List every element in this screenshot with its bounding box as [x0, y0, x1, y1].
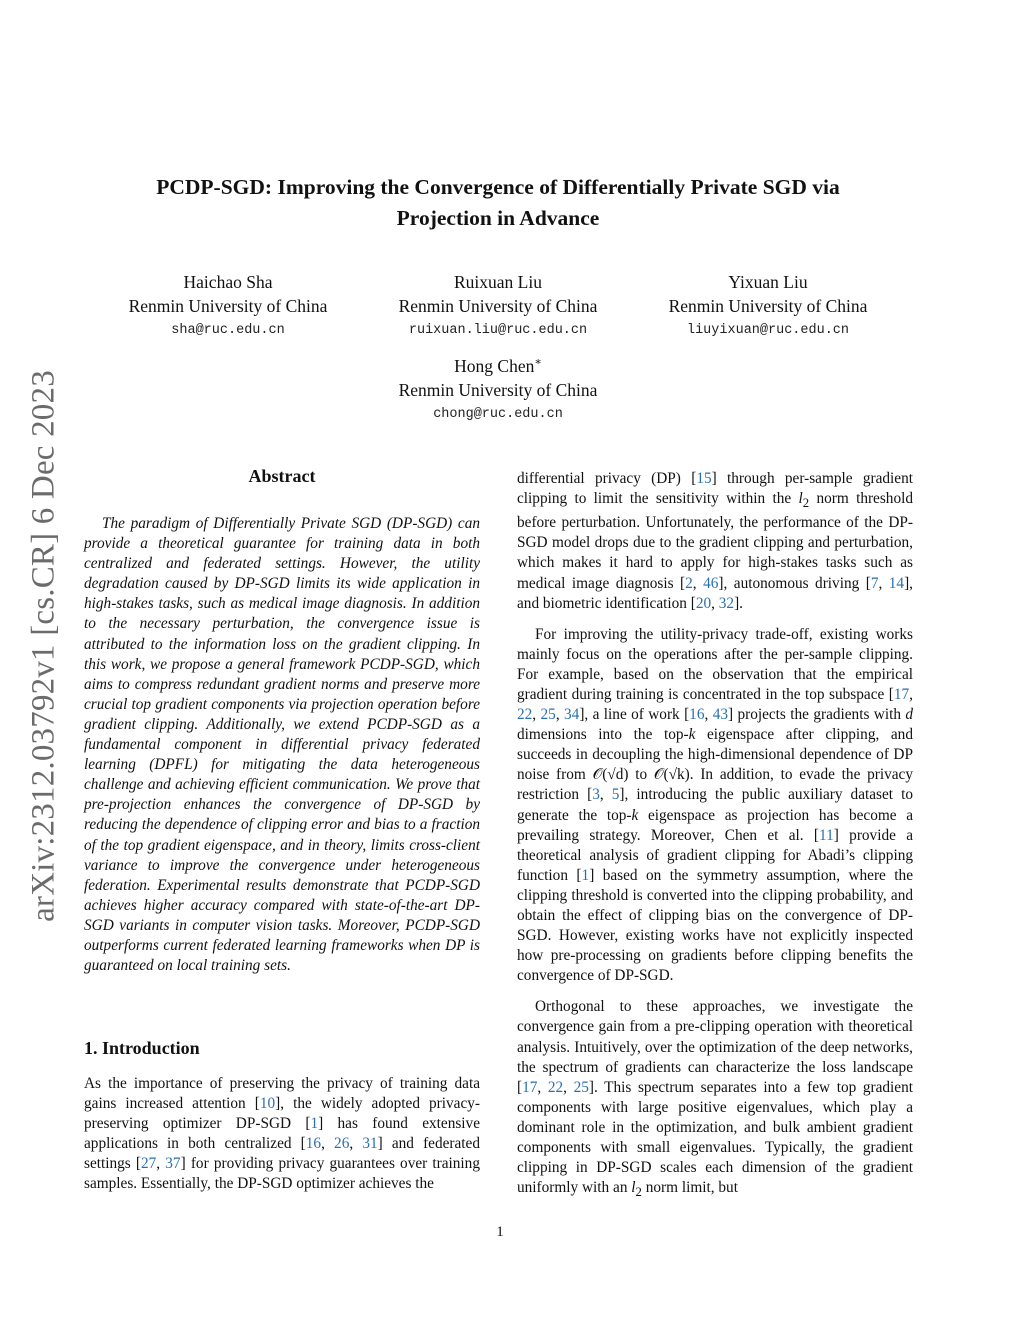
author-affiliation: Renmin University of China [668, 296, 868, 316]
citation-link[interactable]: 22 [547, 1078, 564, 1096]
author-name: Yixuan Liu [728, 272, 808, 292]
section-heading-introduction: 1. Introduction [84, 1038, 200, 1058]
intro-right-column [517, 469, 913, 1202]
intro-paragraph-2: differential privacy (DP) [15] through per-sample gradient clipping to limit the sensitivity within the $l_2$ norm threshold before perturbation. Unfortunately, the performance of the DP-SGD model drops due to the gradient clipping and perturbation, which makes it hard to apply for high-stakes tasks such as medical image diagnosis [2, 46], autonomous driving [7, 14], and biometric identification [20, 32]. [517, 470, 913, 612]
citation-link[interactable]: 2 [685, 574, 693, 592]
citation-link[interactable]: 16 [305, 1135, 322, 1153]
abstract-text: The paradigm of Differentially Private SGD (DP-SGD) can provide a theoretical guarantee for training data in both centralized and federated settings. However, the utility degradation caused by DP-SGD limits its wide application in high-stakes tasks, such as medical image diagnosis. In addition to the necessary perturbation, the convergence issue is attributed to the information loss on the gradient clipping. In this work, we propose a general framework PCDP-SGD, which aims to compress redundant gradient norms and preserve more crucial top gradient components via projection operation before gradient clipping. Additionally, we extend PCDP-SGD as a fundamental component in differential privacy federated learning (DPFL) for mitigating the data heterogeneous challenge and achieving efficient communication. We prove that pre-projection enhances the convergence of DP-SGD by reducing the dependence of clipping error and bias to a fraction of the top gradient eigenspace, and in theory, limits cross-client variance to improve the convergence under heterogeneous federation. Experimental results demonstrate that PCDP-SGD achieves higher accuracy compared with state-of-the-art DP-SGD variants in computer vision tasks. Moreover, PCDP-SGD outperforms current federated learning frameworks when DP is guaranteed on local training sets. [84, 515, 480, 975]
author-affiliation: Renmin University of China [398, 296, 598, 316]
author-email: chong@ruc.edu.cn [433, 406, 563, 422]
citation-link[interactable]: 17 [893, 685, 910, 703]
arxiv-identifier: arXiv:2312.03792v1 [cs.CR] 6 Dec 2023 [25, 370, 62, 922]
title-line-2: Projection in Advance [396, 206, 600, 230]
citation-link[interactable]: 31 [362, 1135, 378, 1153]
author-block-2 [378, 270, 618, 344]
citation-link[interactable]: 1 [581, 866, 590, 884]
citation-link[interactable]: 1 [310, 1115, 319, 1133]
paper-title [60, 172, 936, 234]
citation-link[interactable]: 3 [592, 786, 600, 804]
author-affiliation: Renmin University of China [398, 379, 598, 400]
citation-link[interactable]: 7 [870, 574, 879, 592]
citation-link[interactable]: 25 [540, 706, 556, 724]
abstract-body [84, 514, 480, 976]
citation-link[interactable]: 43 [712, 706, 728, 724]
citation-link[interactable]: 37 [165, 1155, 181, 1173]
citation-link[interactable]: 15 [696, 470, 712, 487]
intro-paragraph-1: As the importance of preserving the privacy of training data gains increased attention [10], the widely adopted privacy-preserving optimizer DP-SGD [1] has found extensive applications in both centralized [16, 26, 31] and federated settings [27, 37] for providing privacy guarantees over training samples. Essentially, the DP-SGD optimizer achieves the [84, 1075, 480, 1193]
author-name: Haichao Sha [183, 272, 273, 292]
author-email: ruixuan.liu@ruc.edu.cn [408, 323, 588, 338]
author-name: Ruixuan Liu [454, 272, 542, 292]
citation-link[interactable]: 16 [689, 706, 705, 724]
intro-paragraph-3: For improving the utility-privacy trade-off, existing works mainly focus on the operations after the per-sample clipping. For example, based on the observation that the empirical gradient during training is concentrated in the top subspace [17, 22, 25, 34], a line of work [16, 43] projects the gradients with d dimensions into the top-k eigenspace after clipping, and succeeds in decoupling the high-dimensional dependence of DP noise from 𝒪(√d) to 𝒪(√k). In addition, to evade the privacy restriction [3, 5], introducing the public auxiliary dataset to generate the top-k eigenspace as projection has become a prevailing strategy. Moreover, Chen et al. [11] provide a theoretical analysis of gradient clipping for Abadi’s clipping function [1] based on the symmetry assumption, where the clipping threshold is converted into the clipping probability, and obtain the effect of clipping bias on the convergence of DP-SGD. However, existing works have not explicitly inspected how pre-processing on gradients before clipping benefits the convergence of DP-SGD. [517, 625, 914, 985]
intro-paragraph-4: Orthogonal to these approaches, we investigate the convergence gain from a pre-clipping operation with theoretical analysis. Intuitively, over the optimization of the deep networks, the spectrum of gradients can characterize the loss landscape [17, 22, 25]. This spectrum separates into a few top gradient components with large positive eigenvalues, which play a dominant role in the optimization, and bulk ambient gradient components with small eigenvalues. Typically, the gradient clipping in DP-SGD scales each dimension of the gradient uniformly with an $l_2$ norm limit, but [517, 998, 913, 1200]
citation-link[interactable]: 11 [819, 826, 834, 844]
citation-link[interactable]: 5 [611, 786, 620, 804]
author-email: liuyixuan@ruc.edu.cn [686, 323, 850, 338]
page-number: 1 [496, 1224, 504, 1240]
abstract-heading: Abstract [248, 466, 316, 486]
author-affiliation: Renmin University of China [128, 296, 328, 316]
citation-link[interactable]: 25 [573, 1078, 589, 1096]
citation-link[interactable]: 27 [141, 1155, 157, 1173]
author-block-3 [648, 270, 888, 344]
citation-link[interactable]: 14 [888, 574, 905, 592]
author-block-1 [108, 270, 348, 344]
author-block-4 [378, 350, 618, 428]
author-email: sha@ruc.edu.cn [171, 323, 285, 338]
citation-link[interactable]: 32 [718, 594, 735, 612]
citation-link[interactable]: 10 [259, 1095, 276, 1113]
citation-link[interactable]: 34 [564, 706, 580, 724]
title-line-1: PCDP-SGD: Improving the Convergence of Differentially Private SGD via [156, 175, 840, 199]
citation-link[interactable]: 26 [334, 1135, 350, 1153]
author-name: Hong Chen∗ [454, 355, 542, 376]
corresponding-author-mark: ∗ [534, 356, 542, 368]
citation-link[interactable]: 46 [703, 574, 719, 592]
citation-link[interactable]: 20 [695, 594, 712, 612]
citation-link[interactable]: 17 [522, 1078, 538, 1096]
intro-left-column [84, 1074, 480, 1195]
citation-link[interactable]: 22 [517, 706, 533, 724]
